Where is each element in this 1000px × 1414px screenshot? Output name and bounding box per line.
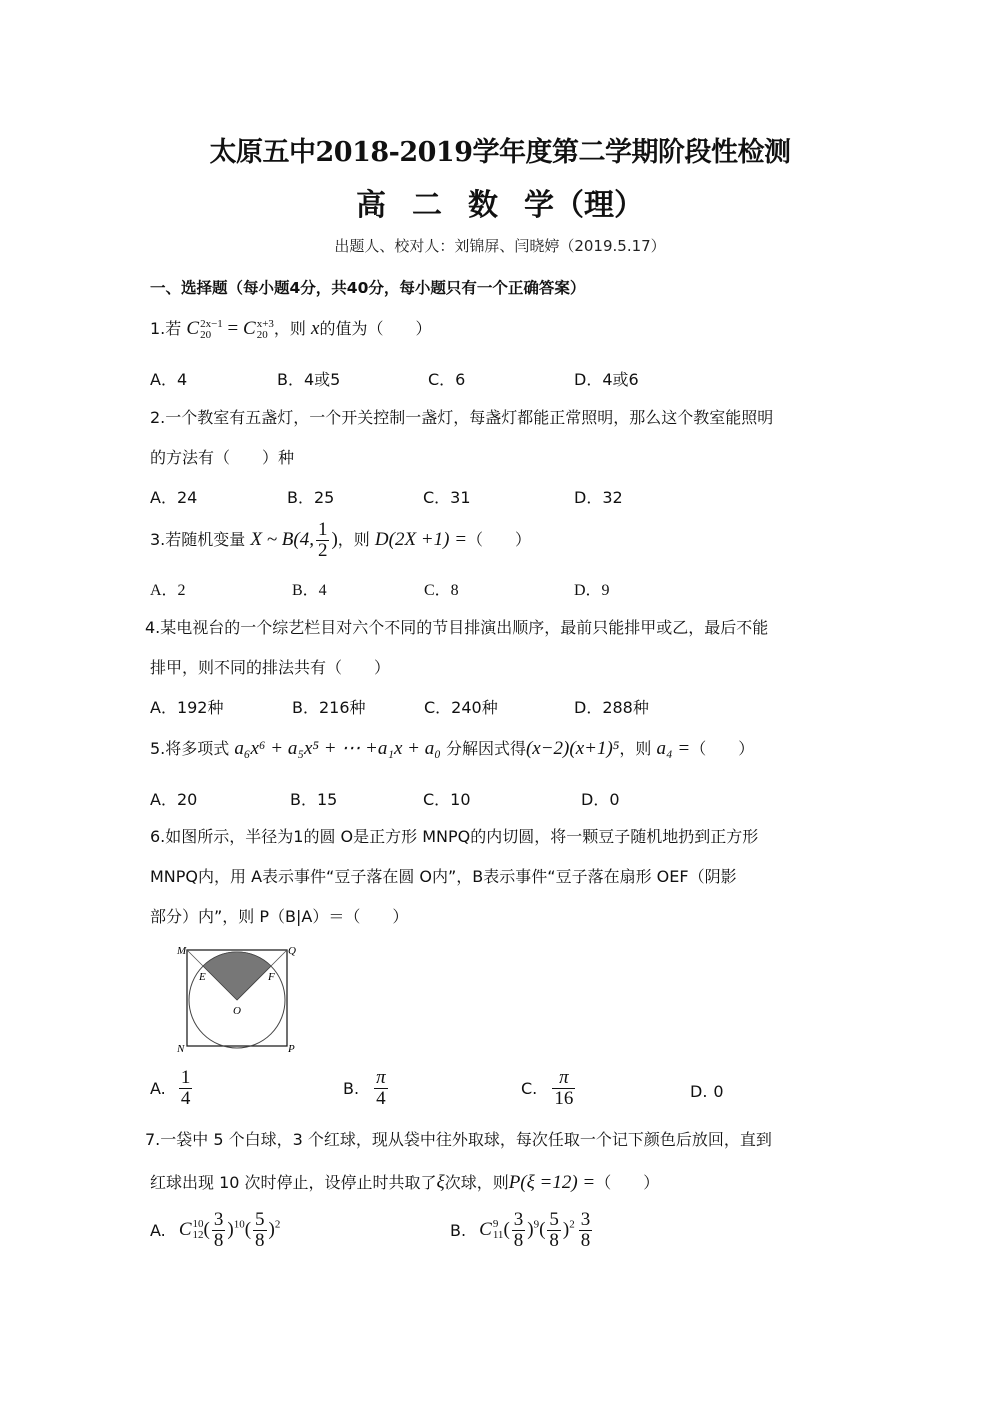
numerator: 1: [317, 519, 328, 540]
variable: x: [311, 318, 320, 339]
question-text: 红球出现 10 次时停止，设停止时共取了: [150, 1173, 437, 1192]
question-5: [150, 736, 754, 760]
c-symbol: C: [479, 1218, 492, 1240]
numerator: π: [552, 1068, 575, 1089]
sup: 10: [192, 1218, 204, 1231]
label-f: F: [268, 971, 275, 983]
binomial-expression: [250, 519, 338, 561]
fraction: [253, 1210, 267, 1251]
question-text: （ ）: [467, 529, 532, 549]
option-a: A．192种: [150, 698, 224, 717]
denominator: 8: [513, 1229, 524, 1251]
exponent: 2: [274, 1218, 281, 1231]
option-d: D．288种: [574, 698, 649, 717]
question-text: 若: [165, 319, 182, 338]
label-o: O: [233, 1005, 241, 1017]
combination-indices: [493, 1219, 504, 1241]
question-2: [150, 405, 773, 428]
question-text: 分解因式得: [445, 739, 526, 758]
question-text: 一个教室有五盏灯，一个开关控制一盏灯，每盏灯都能正常照明，那么这个教室能照明: [165, 408, 774, 427]
option-d: D．9: [574, 582, 610, 599]
variance-expression: D(2X +1) =: [374, 528, 468, 550]
polynomial-expression: a₆x⁶ + a₅x⁵ + ⋯ +a₁x + a₀: [234, 738, 441, 759]
fraction: [374, 1068, 388, 1109]
denominator: 16: [554, 1087, 574, 1109]
fraction: [179, 1068, 193, 1109]
option-label: C.: [521, 1078, 538, 1098]
denominator: 8: [580, 1229, 591, 1251]
option-c: C．8: [424, 582, 459, 599]
label-m: M: [177, 945, 187, 957]
geometry-figure: [175, 942, 305, 1057]
option-d: D．32: [574, 488, 623, 507]
c-symbol: C: [186, 318, 200, 339]
c-symbol: C: [243, 318, 256, 339]
sub: 20: [256, 328, 268, 341]
exam-title: 太原五中2018-2019学年度第二学期阶段性检测: [209, 137, 791, 168]
question-7-line-2: [150, 1170, 659, 1194]
option-c: C．6: [428, 370, 466, 389]
fraction: [316, 520, 330, 561]
section-heading: 一、选择题（每小题4分，共40分，每小题只有一个正确答案）: [150, 279, 586, 297]
option-b: [450, 1210, 594, 1251]
denominator: 8: [549, 1229, 559, 1251]
question-6: [150, 824, 758, 847]
question-text: 将多项式: [165, 739, 230, 758]
xi-variable: ξ: [436, 1172, 445, 1193]
question-text: 如图所示，半径为1的圆 O是正方形 MNPQ的内切圆，将一颗豆子随机地扔到正方形: [165, 827, 759, 846]
question-4-line-2: 排甲，则不同的排法共有（ ）: [150, 658, 391, 677]
option-a: A．20: [150, 790, 198, 809]
option-label: B.: [343, 1078, 360, 1098]
sub: 12: [192, 1229, 204, 1242]
numerator: 1: [180, 1067, 191, 1088]
subject-char: 二: [412, 188, 442, 223]
option-c: C．240种: [424, 698, 498, 717]
question-text: ，则: [619, 739, 652, 758]
denominator: 2: [317, 539, 328, 561]
question-text: 的值为（ ）: [319, 319, 432, 338]
option-b: B．25: [287, 488, 335, 507]
option-c: [521, 1068, 577, 1109]
option-d: D．0: [581, 790, 620, 809]
label-q: Q: [288, 945, 296, 957]
option-b: B．15: [290, 790, 338, 809]
question-text: 次球，则: [444, 1173, 509, 1192]
option-b: [343, 1068, 390, 1109]
exponent: 2: [569, 1218, 575, 1231]
question-number: 4.: [145, 618, 161, 637]
option-d: [690, 1082, 724, 1101]
sup: 2x−1: [200, 317, 223, 330]
question-1: [150, 316, 431, 341]
numerator: 3: [213, 1209, 224, 1230]
subject-char: 学（理）: [524, 188, 644, 223]
option-b: B．216种: [292, 698, 366, 717]
math-text: ): [331, 528, 338, 550]
probability-expression: P(ξ =12) =: [508, 1172, 596, 1193]
question-text: 若随机变量: [165, 529, 246, 549]
option-expression: C 9 11 ( $\frac{3}{8}$ )$^9$( $\frac{5}{8}$ )$^2$ $\frac{3}{8}$: [479, 1209, 591, 1251]
option-value: 0: [713, 1082, 724, 1101]
option-a: [150, 1068, 194, 1109]
sup: 9: [492, 1218, 499, 1231]
sub: 11: [492, 1229, 504, 1242]
option-a: [150, 1210, 280, 1251]
label-p: P: [288, 1043, 295, 1055]
option-label: A.: [150, 1078, 166, 1098]
option-expression: C 10 12 ( $\frac{3}{8}$ )$^{10}$( $\frac{5}{8}$ )$^2$: [178, 1209, 281, 1251]
fraction: [512, 1210, 526, 1251]
question-text: （ ）: [690, 739, 755, 758]
fraction: [552, 1068, 575, 1109]
option-b: B．4: [292, 582, 327, 599]
combination-expression: [186, 318, 274, 339]
option-d: D．4或6: [574, 370, 639, 389]
question-number: 6.: [150, 827, 166, 846]
sub: 20: [200, 328, 212, 341]
subject-char: 数: [468, 188, 498, 223]
question-text: 某电视台的一个综艺栏目对六个不同的节目排演出顺序，最前只能排甲或乙，最后不能: [160, 618, 769, 637]
shaded-sector-oef: [203, 952, 271, 1000]
denominator: 8: [213, 1229, 224, 1251]
question-text: 一袋中 5 个白球，3 个红球，现从袋中往外取球，每次任取一个记下颜色后放回，直到: [160, 1130, 772, 1149]
question-6-line-3: 部分）内”，则 P（B|A）＝（ ）: [150, 907, 409, 926]
question-number: 7.: [145, 1130, 161, 1149]
c-symbol: C: [178, 1218, 192, 1240]
numerator: 3: [580, 1209, 591, 1230]
fraction: [212, 1210, 226, 1251]
denominator: 4: [376, 1087, 386, 1109]
option-b: B．4或5: [277, 370, 341, 389]
option-label: D.: [690, 1082, 708, 1101]
question-6-line-2: MNPQ内，用 A表示事件“豆子落在圆 O内”，B表示事件“豆子落在扇形 OEF（阴影: [150, 867, 737, 886]
question-4: [145, 615, 768, 638]
target-coefficient: a₄ =: [656, 738, 691, 759]
equals: =: [227, 318, 239, 339]
factored-expression: (x−2)(x+1)⁵: [525, 738, 620, 759]
question-number: 2.: [150, 408, 166, 427]
combination-indices: [193, 1219, 204, 1241]
label-e: E: [199, 971, 206, 983]
fraction: [547, 1210, 561, 1251]
question-text: （ ）: [595, 1173, 660, 1192]
numerator: 5: [549, 1209, 559, 1230]
subject-char: 高: [356, 188, 386, 223]
sup: x+3: [256, 317, 274, 330]
numerator: 5: [255, 1209, 265, 1230]
label-n: N: [177, 1043, 185, 1055]
option-label: B.: [450, 1220, 467, 1240]
numerator: π: [376, 1067, 386, 1088]
combination-indices: [200, 319, 223, 341]
denominator: 4: [180, 1087, 191, 1109]
question-7: [145, 1127, 772, 1150]
fraction: [579, 1210, 593, 1251]
option-a: A．24: [150, 488, 198, 507]
option-a: A．2: [150, 582, 186, 599]
option-label: A.: [150, 1220, 166, 1240]
authors-line: 出题人、校对人：刘锦屏、闫晓婷（2019.5.17）: [334, 237, 666, 255]
question-number: 1.: [150, 319, 166, 338]
denominator: 8: [255, 1229, 265, 1251]
question-3: [150, 520, 531, 561]
question-text: ，则: [337, 529, 370, 549]
question-text: ，则: [273, 319, 306, 338]
question-number: 5.: [150, 739, 166, 758]
math-text: X ~ B(4,: [250, 528, 314, 550]
option-c: C．31: [423, 488, 471, 507]
numerator: 3: [513, 1209, 524, 1230]
combination-indices: [257, 319, 274, 341]
exponent: 10: [233, 1218, 245, 1231]
question-2-line-2: 的方法有（ ）种: [150, 448, 295, 467]
exam-subject: [0, 180, 1000, 224]
option-c: C．10: [423, 790, 471, 809]
question-number: 3.: [150, 529, 166, 549]
option-a: A．4: [150, 370, 188, 389]
exponent: 9: [533, 1218, 540, 1231]
